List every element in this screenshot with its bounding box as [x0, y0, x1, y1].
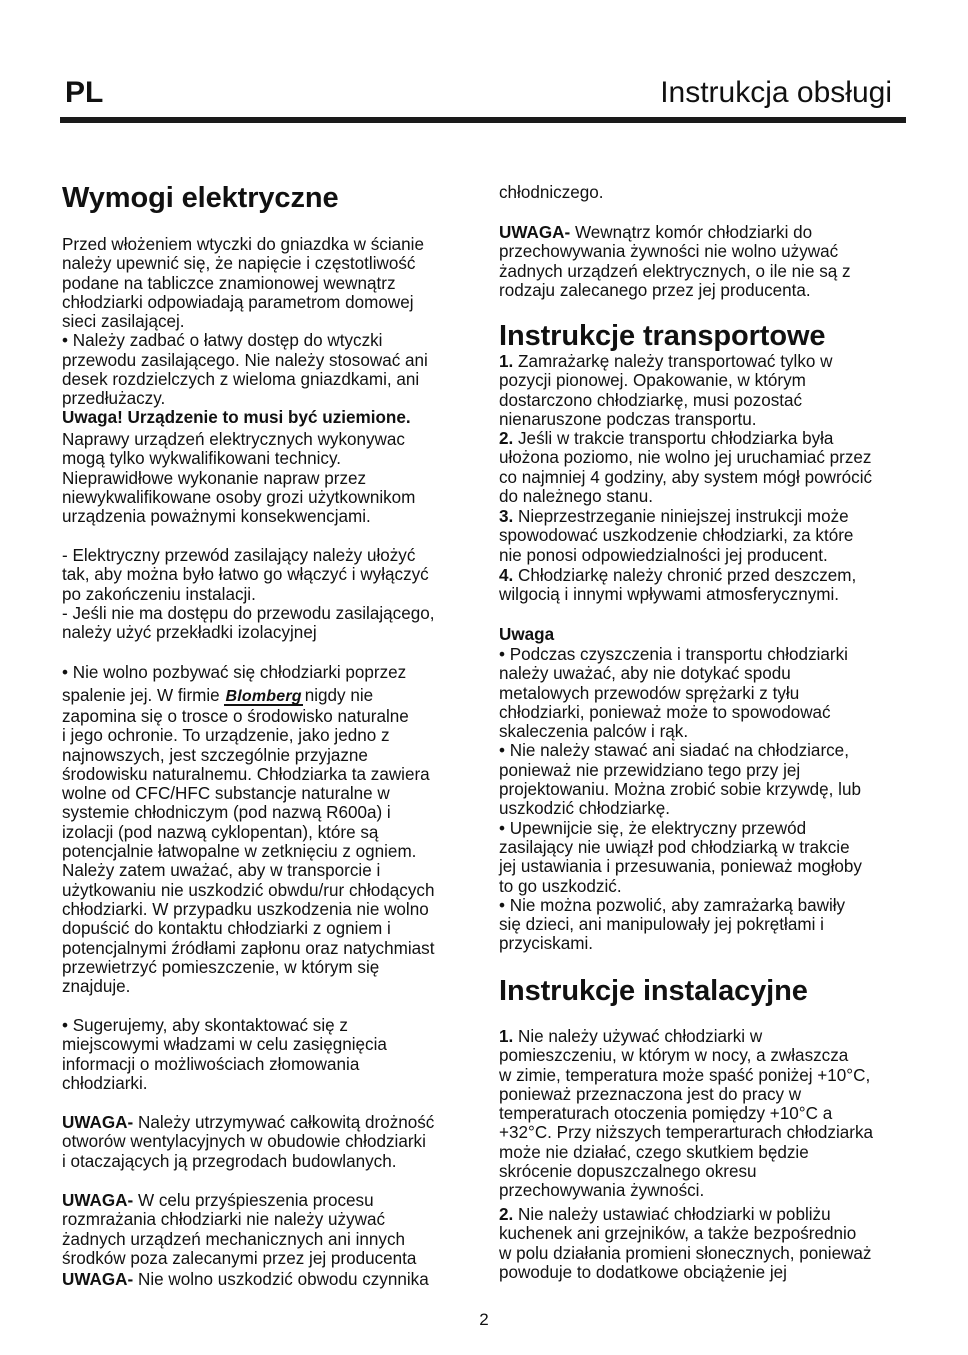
- warning-label: UWAGA-: [62, 1113, 134, 1132]
- item-number: 1.: [499, 352, 514, 371]
- paragraph-electrical-intro: Przed włożeniem wtyczki do gniazdka w ścianie należy upewnić się, że napięcie i częstotliwość podane na tabliczce znamionowej wewnątrz chłodziarki odpowiadają parametrom domowej sieci zasilającej. • Należy zadbać o łatwy dostęp do wtyczki przewodu zasilającego. Nie należy stosować ani desek rozdzielczych z wieloma gniazdkami, ani przedłużaczy.: [62, 235, 428, 409]
- warning-refrigerant: [62, 1270, 429, 1289]
- transport-item-2: [499, 429, 872, 506]
- header-rule: [60, 117, 906, 123]
- paragraph-disposal: zapomina się o trosce o środowisko naturalne i jego ochronie. To urządzenie, jako jedno z najnowszych, jest szczególnie przyjazne środowisku naturalnemu. Chłodziarka ta zawiera wolne od CFC/HFC substancje naturalne w systemie chłodniczym (pod nazwą R600a) i izolacji (pod nazwą cyklopentan), które są potencjalnie łatwopalne w zetknięciu z ogniem. Należy zatem uważać, aby w transporcie i użytkowaniu nie uszkodzić obwdu/rur chłodących chłodziarki. W przypadku uszkodzenia nie wolno dopuścić do kontaktu chłodziarki z ogniem i potencjalnymi źródłami zapłonu oraz natychmiast przewietrzyć pomieszczenie, w którym się znajduje.: [62, 707, 435, 997]
- warning-text: Wewnątrz komór chłodziarki do przechowywania żywności nie wolno używać żadnych urządzeń elektrycznych, o ile nie są z rodzaju zalecanego przez jej producenta.: [499, 223, 851, 300]
- paragraph-local-authorities: • Sugerujemy, aby skontaktować się z miejscowymi władzami w celu zasięgnięcia informacji o możliwościach złomowania chłodziarki.: [62, 1016, 387, 1093]
- manual-title: Instrukcja obsługi: [660, 76, 892, 109]
- warning-text: Nie wolno uszkodzić obwodu czynnika: [133, 1270, 429, 1289]
- item-number: 2.: [499, 429, 514, 448]
- item-number: 2.: [499, 1205, 514, 1224]
- warning-text: W celu przyśpieszenia procesu rozmrażania chłodziarki nie należy używać żadnych urządzeń mechanicznych ani innych środków poza zalecanymi przez jej producenta: [62, 1191, 417, 1268]
- heading-electrical: Wymogi elektryczne: [62, 182, 339, 214]
- transport-item-3: [499, 507, 853, 565]
- paragraph-power-cord: - Elektryczny przewód zasilający należy ułożyć tak, aby można było łatwo go włączyć i wyłączyć po zakończeniu instalacji. - Jeśli nie ma dostępu do przewodu zasilającego, należy użyć przekładki izolacyjnej: [62, 546, 435, 643]
- disposal-text-post: nigdy nie: [304, 686, 374, 705]
- warning-ventilation: [62, 1113, 434, 1171]
- heading-transport: Instrukcje transportowe: [499, 320, 826, 352]
- item-number: 1.: [499, 1027, 514, 1046]
- heading-installation: Instrukcje instalacyjne: [499, 975, 808, 1007]
- paragraph-repairs: Naprawy urządzeń elektrycznych wykonywac mogą tylko wykwalifikowani technicy. Nieprawidłowe wykonanie napraw przez niewykwalifikowane osoby grozi użytkownikom urządzenia poważnymi konsekwencjami.: [62, 430, 416, 527]
- paragraph-disposal-brand-line: [62, 686, 373, 706]
- warning-label: UWAGA-: [62, 1191, 134, 1210]
- warning-label: UWAGA-: [62, 1270, 134, 1289]
- brand-logo: Blomberg: [225, 688, 302, 705]
- paragraph-disposal-line1: • Nie wolno pozbywać się chłodziarki poprzez: [62, 663, 407, 682]
- item-text: Nie należy używać chłodziarki w pomieszczeniu, w którym w nocy, a zwłaszcza w zimie, temperatura może spaść poniżej +10°C, ponieważ przeznaczona jest do pracy w temperaturach otoczenia pomiędzy +10°C a +32°C. Przy niższych temperarturach chłodziarka może nie działać, czego skutkiem będzie skrócenie dopuszczalnego okresu przechowywania żywności.: [499, 1027, 874, 1201]
- item-number: 4.: [499, 566, 514, 585]
- warning-defrosting: [62, 1191, 416, 1268]
- item-text: Chłodziarkę należy chronić przed deszczem, wilgocią i innymi wpływami atmosferycznymi.: [499, 566, 857, 605]
- item-number: 3.: [499, 507, 514, 526]
- page-number: 2: [479, 1310, 489, 1329]
- paragraph-note: • Podczas czyszczenia i transportu chłodziarki należy uważać, aby nie dotykać spodu metalowych przewodów sprężarki z tyłu chłodziarki, ponieważ może to spowodować skaleczenia palców i rąk. • Nie należy stawać ani siadać na chłodziarce, ponieważ nie przewidziano tego przy jej projektowaniu. Można zrobić sobie krzywdę, lub uszkodzić chłodziarkę. • Upewnijcie się, że elektryczny przewód zasilający nie uwiązł pod chłodziarką w trakcie jej ustawiania i przesuwania, ponieważ mogłoby to go uszkodzić. • Nie można pozwolić, aby zamrażarką bawiły się dzieci, ani manipulowały jej pokrętłami i przyciskami.: [499, 645, 862, 954]
- continuation-text: chłodniczego.: [499, 183, 604, 202]
- warning-electrical-devices: [499, 223, 851, 300]
- installation-item-1: [499, 1027, 873, 1201]
- warning-label: UWAGA-: [499, 223, 571, 242]
- item-text: Jeśli w trakcie transportu chłodziarka była ułożona poziomo, nie wolno jej uruchamiać przez co najmniej 4 godziny, aby system mógł powrócić do należnego stanu.: [499, 429, 873, 506]
- heading-note: Uwaga: [499, 625, 555, 644]
- transport-item-1: [499, 352, 832, 429]
- transport-item-4: [499, 566, 856, 605]
- grounding-warning: Uwaga! Urządzenie to musi być uziemione.: [62, 408, 411, 427]
- item-text: Nie należy ustawiać chłodziarki w pobliżu kuchenek ani grzejników, a także bezpośrednio w polu działania promieni słonecznych, ponieważ powoduje to dodatkowe obciążenie jej: [499, 1205, 872, 1282]
- warning-text: Należy utrzymywać całkowitą drożność otworów wentylacyjnych w obudowie chłodziarki i otaczających ją przegrodach budowlanych.: [62, 1113, 435, 1171]
- language-code: PL: [65, 76, 104, 109]
- item-text: Zamrażarkę należy transportować tylko w pozycji pionowej. Opakowanie, w którym dostarczono chłodziarkę, musi pozostać nienaruszone podczas transportu.: [499, 352, 833, 429]
- item-text: Nieprzestrzeganie niniejszej instrukcji może spowodować uszkodzenie chłodziarki, za które nie ponosi odpowiedzialności jej producent.: [499, 507, 854, 565]
- disposal-text-pre: spalenie jej. W firmie: [62, 686, 225, 705]
- installation-item-2: [499, 1205, 871, 1282]
